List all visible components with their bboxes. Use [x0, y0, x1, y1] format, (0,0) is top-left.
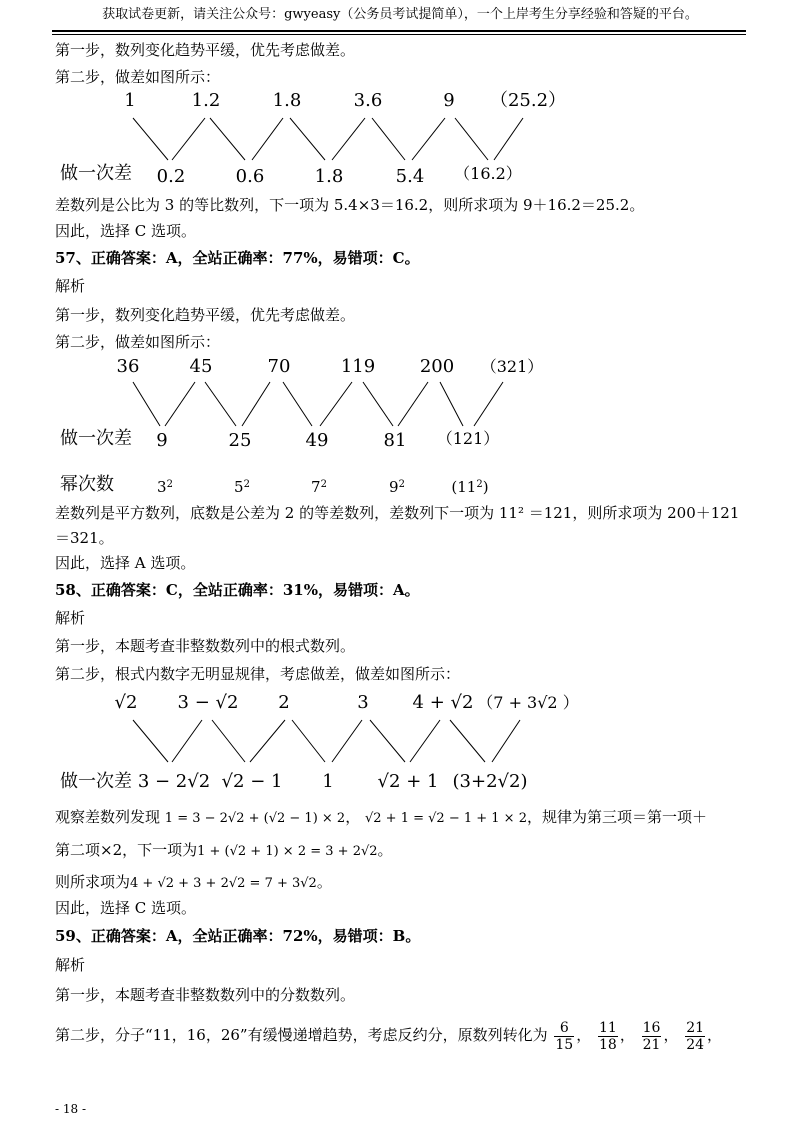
q58-title: 58、正确答案：C，全站正确率：31%，易错项：A。 [55, 581, 420, 599]
q58-observation-1: 观察差数列发现 1 = 3 − 2√2 + (√2 − 1) × 2， √2 + 1 = √2 − 1 + 1 × 2，规律为第三项＝第一项＋ [55, 808, 707, 826]
q57-power-4: $9^2$ [389, 478, 405, 496]
page-number: - 18 - [55, 1102, 87, 1116]
q57-power-1: $3^2$ [157, 478, 173, 496]
q58-result: 则所求项为4 + √2 + 3 + 2√2 = 7 + 3√2。 [55, 873, 332, 891]
q57-top-1: 36 [116, 356, 140, 377]
q58-step2: 第二步，根式内数字无明显规律，考虑做差，做差如图所示： [55, 665, 461, 683]
q57-conclusion: 因此，选择 A 选项。 [55, 554, 196, 572]
q57-diff-4: 81 [383, 430, 407, 451]
q58-row-label: 做一次差 [60, 771, 132, 792]
q57-top-5: 200 [419, 356, 455, 377]
q58-diagram [0, 690, 800, 800]
q57-power-label: 幂次数 [60, 474, 114, 495]
q57-explain-2: ＝321。 [55, 529, 114, 547]
q56-diff-2: 0.6 [235, 166, 265, 187]
header-rule [52, 30, 746, 32]
q58-top-2: 3 − √2 [177, 692, 239, 713]
q57-diff-2: 25 [228, 430, 252, 451]
q57-diagram [0, 354, 800, 499]
q58-diff-1: 3 − 2√2 [137, 771, 211, 792]
q57-step2: 第二步，做差如图所示： [55, 333, 221, 351]
q58-step1: 第一步，本题考查非整数数列中的根式数列。 [55, 637, 356, 655]
q56-top-6: （25.2） [489, 90, 567, 111]
q56-row-label: 做一次差 [60, 163, 132, 184]
q57-diff-3: 49 [305, 430, 329, 451]
q57-diff-5: （121） [436, 429, 500, 448]
q57-power-2: $5^2$ [234, 478, 250, 496]
q58-top-5: 4 + √2 [412, 692, 474, 713]
q58-conclusion: 因此，选择 C 选项。 [55, 899, 197, 917]
q57-power-5: $(11^2)$ [451, 478, 489, 496]
q56-top-1: 1 [124, 90, 136, 111]
q59-step2: 第二步，分子“11，16，26”有缓慢递增趋势，考虑反约分，原数列转化为 $\frac{6}{15}$ ， $\frac{11}{18}$ ， $\frac{16}{21}$ ， $\frac{21}{24}$ ， [55, 1019, 723, 1053]
fraction-4: $\frac{21}{24}$ [686, 1019, 705, 1053]
q56-top-3: 1.8 [272, 90, 302, 111]
q57-top-4: 119 [340, 356, 376, 377]
q57-top-2: 45 [189, 356, 213, 377]
q56-top-2: 1.2 [191, 90, 221, 111]
q57-power-3: $7^2$ [311, 478, 327, 496]
header-notice: 获取试卷更新，请关注公众号：gwyeasy（公务员考试提简单），一个上岸考生分享经验和答疑的平台。 [102, 7, 698, 22]
header-rule-thin [52, 34, 746, 35]
q58-analysis-heading: 解析 [55, 609, 86, 627]
q57-top-6: （321） [480, 357, 544, 376]
q58-top-1: √2 [114, 692, 138, 713]
q58-diff-2: √2 − 1 [221, 771, 283, 792]
q58-diff-3: 1 [322, 771, 334, 792]
q56-diff-1: 0.2 [156, 166, 186, 187]
fraction-2: $\frac{11}{18}$ [599, 1019, 617, 1053]
q57-title: 57、正确答案：A，全站正确率：77%，易错项：C。 [55, 249, 420, 267]
fraction-3: $\frac{16}{21}$ [642, 1019, 661, 1053]
q57-analysis-heading: 解析 [55, 277, 86, 295]
q56-step1: 第一步，数列变化趋势平缓，优先考虑做差。 [55, 41, 356, 59]
q58-diff-4: √2 + 1 [377, 771, 439, 792]
q56-top-4: 3.6 [353, 90, 383, 111]
q56-diff-5: （16.2） [454, 164, 522, 183]
q58-observation-2: 第二项×2，下一项为1 + (√2 + 1) × 2 = 3 + 2√2。 [55, 841, 393, 859]
q56-conclusion: 因此，选择 C 选项。 [55, 222, 197, 240]
q58-top-4: 3 [357, 692, 369, 713]
q56-step2: 第二步，做差如图所示： [55, 68, 221, 86]
q59-step1: 第一步，本题考查非整数数列中的分数数列。 [55, 986, 356, 1004]
q56-diff-3: 1.8 [314, 166, 344, 187]
q58-top-3: 2 [278, 692, 290, 713]
fraction-1: $\frac{6}{15}$ [555, 1019, 574, 1053]
q56-diagram [0, 88, 800, 188]
q56-explain: 差数列是公比为 3 的等比数列，下一项为 5.4×3＝16.2，则所求项为 9＋16.2＝25.2。 [55, 196, 645, 214]
q58-top-6: （7 + 3√2 ） [477, 693, 579, 712]
q56-diff-4: 5.4 [395, 166, 425, 187]
q57-diff-1: 9 [156, 430, 168, 451]
q57-explain-1: 差数列是平方数列，底数是公差为 2 的等差数列，差数列下一项为 11² ＝121，则所求项为 200＋121 [55, 504, 740, 522]
q57-row-label: 做一次差 [60, 428, 132, 449]
q56-top-5: 9 [443, 90, 455, 111]
q57-top-3: 70 [267, 356, 291, 377]
q58-diff-5: (3+2√2) [452, 771, 528, 792]
q59-analysis-heading: 解析 [55, 956, 86, 974]
q57-step1: 第一步，数列变化趋势平缓，优先考虑做差。 [55, 306, 356, 324]
q59-title: 59、正确答案：A，全站正确率：72%，易错项：B。 [55, 927, 421, 945]
